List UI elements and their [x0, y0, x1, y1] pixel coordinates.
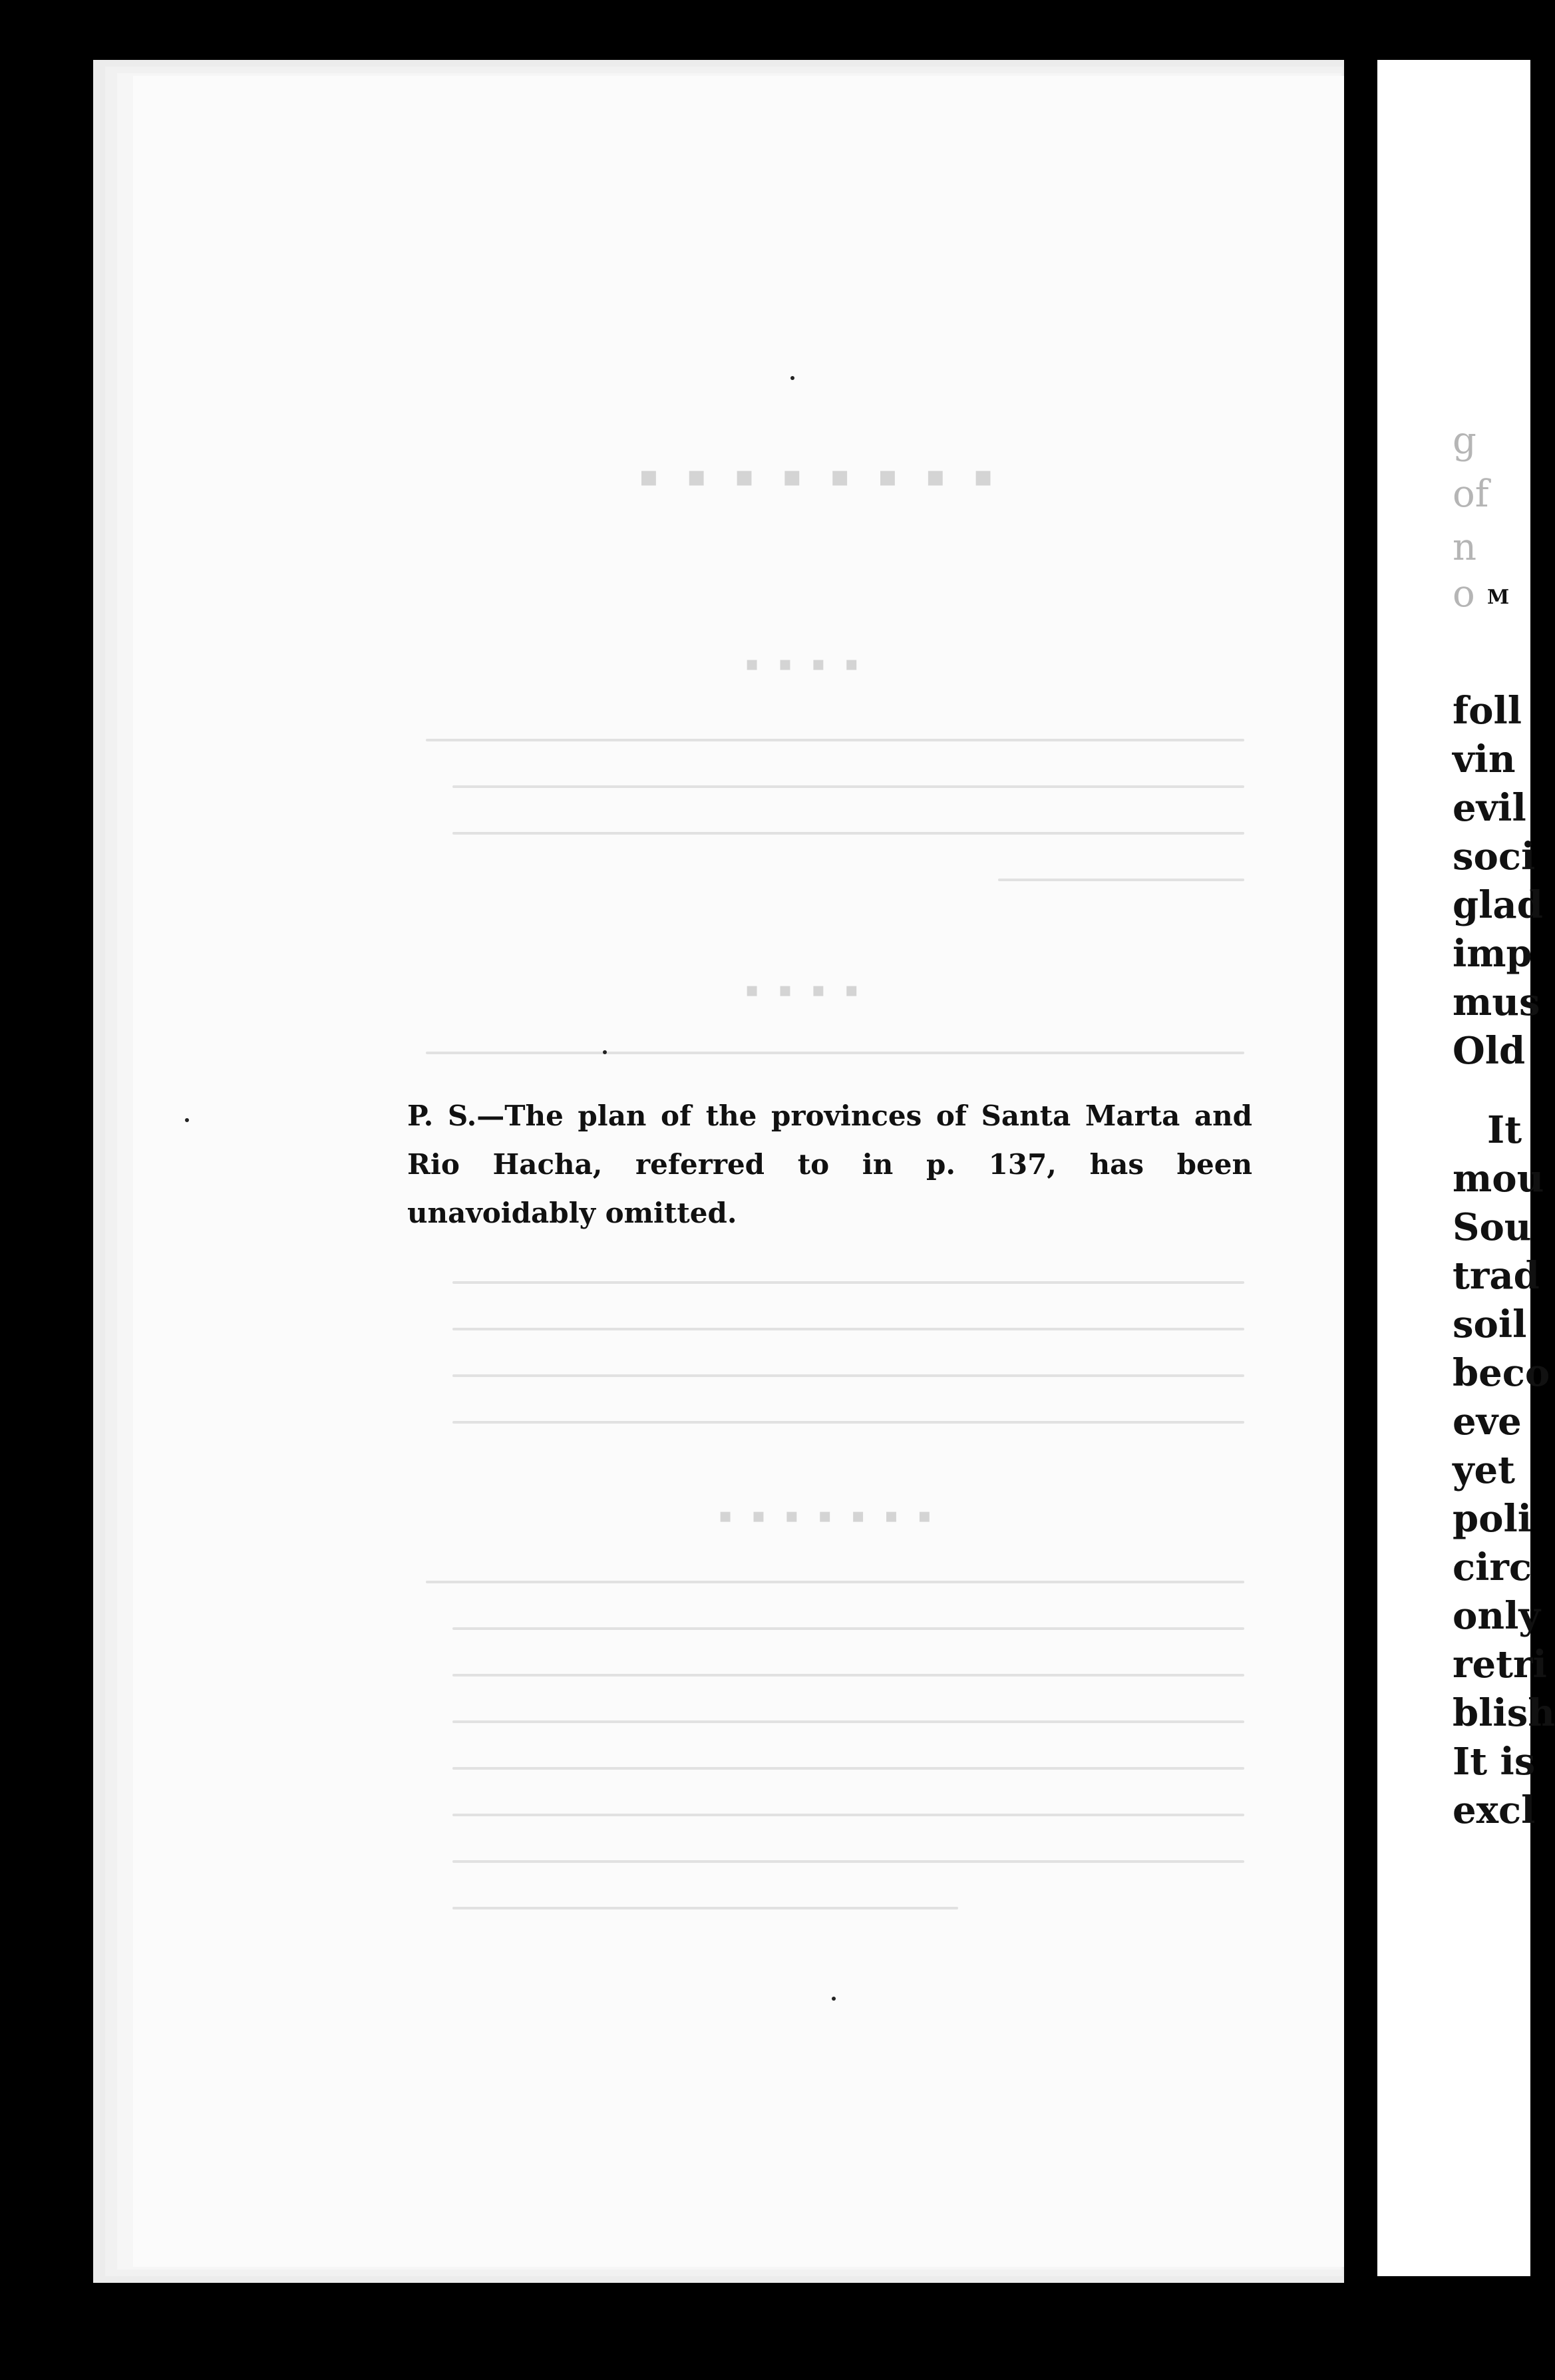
- speck: [185, 1118, 189, 1122]
- right-page-line: soci: [1453, 835, 1536, 879]
- bleed-line: [452, 1767, 1244, 1770]
- right-page-line: mou: [1453, 1157, 1544, 1201]
- right-page-line: circ: [1453, 1545, 1532, 1589]
- right-page-line: evil: [1453, 786, 1526, 830]
- postscript-note: P. S.—The plan of the provinces of Santa Marta and Rio Hacha, referred to in p. 137, has been unavoidably omitted.: [407, 1099, 1252, 1229]
- bleed-heading-shape: ▪ ▪ ▪ ▪ ▪ ▪ ▪: [719, 1504, 938, 1527]
- right-page-line: vin: [1453, 737, 1516, 781]
- bleed-line: [452, 1860, 1244, 1863]
- right-page-header: M: [1487, 586, 1511, 609]
- right-page-line: retri: [1453, 1643, 1547, 1686]
- right-page-faint-fragment: o: [1453, 572, 1475, 616]
- bleed-line: [452, 785, 1244, 788]
- right-page-faint-fragment: of: [1453, 473, 1489, 516]
- bleed-line: [452, 1627, 1244, 1630]
- bleed-heading-shape: ▪ ▪ ▪ ▪: [745, 978, 865, 1002]
- bleed-line: [452, 1674, 1244, 1677]
- right-page-line: trad: [1453, 1254, 1540, 1298]
- bleed-line: [452, 1720, 1244, 1723]
- speck: [790, 376, 794, 380]
- right-page-line: yet: [1453, 1448, 1516, 1492]
- bleed-line: [452, 1421, 1244, 1424]
- bleed-heading-shape: ▪ ▪ ▪ ▪: [745, 652, 865, 676]
- speck: [603, 1050, 607, 1054]
- speck: [832, 1997, 836, 2001]
- bleed-line: [452, 1814, 1244, 1816]
- right-page-faint-fragment: g: [1453, 419, 1476, 463]
- right-page-line: Sou: [1453, 1205, 1532, 1249]
- right-page-line: Old: [1453, 1029, 1526, 1073]
- right-page-line: It: [1487, 1108, 1522, 1152]
- right-page-line: imp: [1453, 932, 1532, 976]
- bleed-line: [426, 1581, 1244, 1583]
- right-page-line: eve: [1453, 1400, 1522, 1444]
- right-page-line: poli: [1453, 1497, 1532, 1541]
- right-page-line: mus: [1453, 980, 1540, 1024]
- bleed-line: [452, 1328, 1244, 1330]
- bleed-line: [426, 739, 1244, 741]
- bleed-line: [426, 1052, 1244, 1054]
- right-page-line: beco: [1453, 1351, 1550, 1395]
- right-page-line: excl: [1453, 1788, 1536, 1832]
- bleed-line: [452, 1907, 958, 1909]
- right-page-faint-fragment: n: [1453, 526, 1477, 569]
- book-gutter: [1344, 53, 1381, 2289]
- right-page-line: blish: [1453, 1691, 1555, 1735]
- bleed-line: [452, 1281, 1244, 1284]
- bleed-line: [452, 1374, 1244, 1377]
- bleed-line: [452, 832, 1244, 835]
- right-page-line: It is: [1453, 1740, 1536, 1784]
- right-page-line: only: [1453, 1594, 1540, 1638]
- right-page-line: soil: [1453, 1302, 1527, 1346]
- right-page-line: glad: [1453, 883, 1543, 927]
- bleed-line: [998, 879, 1244, 881]
- bleed-title-shape: ▪ ▪ ▪ ▪ ▪ ▪ ▪ ▪: [639, 459, 1003, 493]
- right-page-line: foll: [1453, 689, 1522, 733]
